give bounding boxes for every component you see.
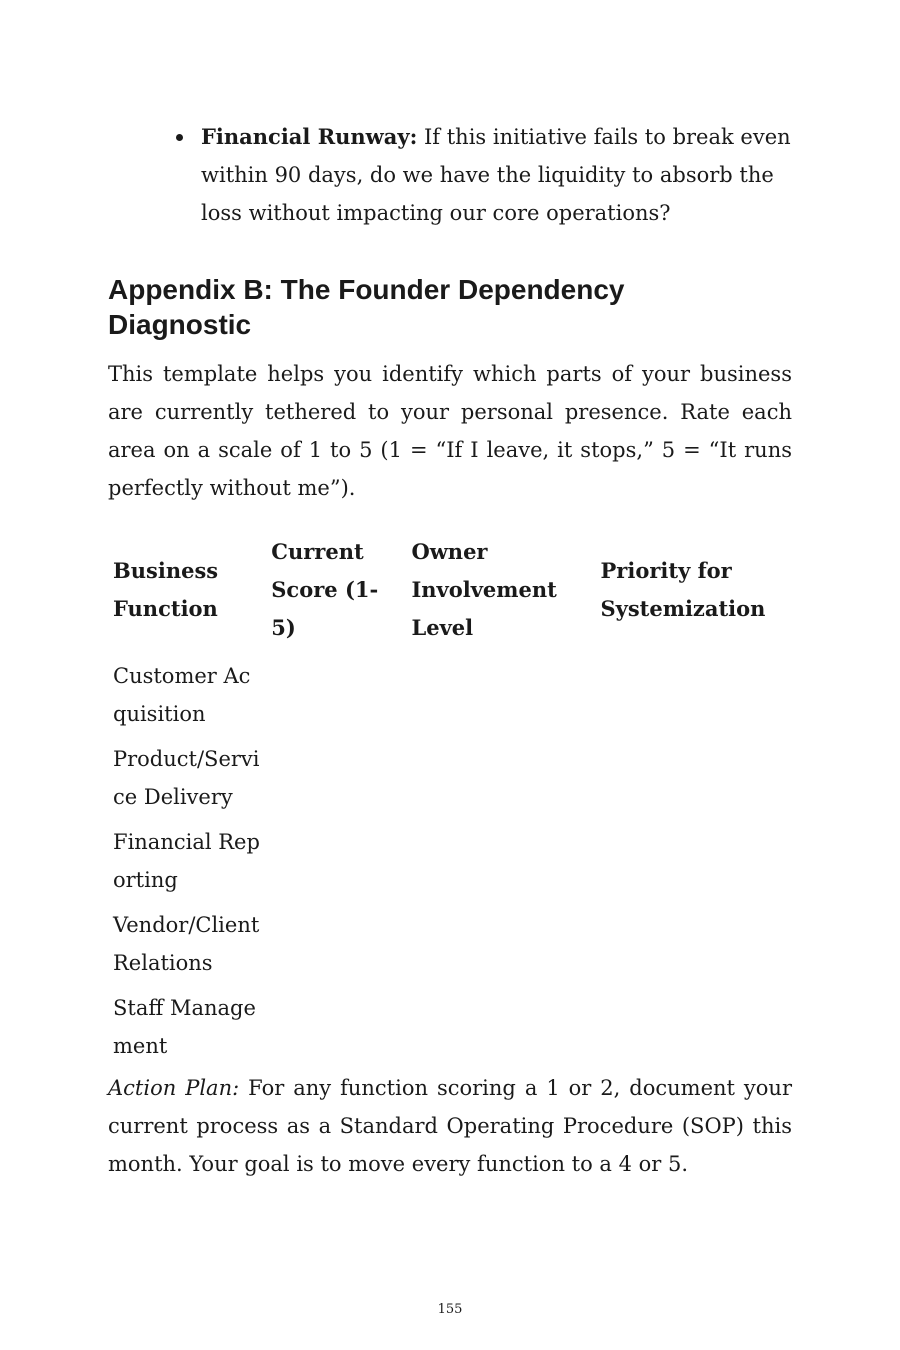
cell-priority [595,903,792,986]
table-header-row [108,533,792,654]
cell-involvement [406,986,595,1069]
header-priority: Priority for Systemization [600,558,766,621]
cell-function: Staff Management [113,996,256,1058]
table-row [108,820,792,903]
cell-score [266,820,406,903]
bullet-dot-icon [176,134,183,141]
cell-score [266,654,406,737]
diagnostic-table [108,533,792,1069]
cell-involvement [406,820,595,903]
cell-priority [595,654,792,737]
header-owner-involvement: Owner Involvement Level [411,539,557,640]
cell-involvement [406,654,595,737]
section-heading: Appendix B: The Founder Dependency Diagnostic [108,274,625,340]
cell-function: Customer Acquisition [113,664,251,726]
cell-score [266,737,406,820]
cell-involvement [406,737,595,820]
table-row [108,903,792,986]
cell-function: Vendor/Client Relations [113,913,260,975]
action-plan-lead: Action Plan: [108,1076,240,1100]
cell-priority [595,820,792,903]
cell-function: Product/Service Delivery [113,747,260,809]
page-number: 155 [437,1302,463,1317]
action-plan-text: For any function scoring a 1 or 2, document your current process as a Standard Operating Procedure (SOP) this month. Your goal is to move every function to a 4 or 5. [108,1076,792,1176]
action-plan-paragraph [108,1069,792,1183]
table-row [108,654,792,737]
intro-paragraph: This template helps you identify which parts of your business are currently tethered to your personal presence. Rate each area on a scale of 1 to 5 (1 = “If I leave, it stops,” 5 = “It runs perfectly without me”). [108,362,792,500]
header-current-score: Current Score (1-5) [271,539,379,640]
bullet-list [108,118,792,232]
bullet-item-financial-runway [201,118,791,232]
header-business-function: Business Function [113,558,219,621]
bullet-text: If this initiative fails to break even within 90 days, do we have the liquidity to absorb the loss without impacting our core operations? [201,125,791,225]
cell-score [266,903,406,986]
cell-score [266,986,406,1069]
table-row [108,986,792,1069]
cell-priority [595,986,792,1069]
cell-function: Financial Reporting [113,830,260,892]
cell-involvement [406,903,595,986]
cell-priority [595,737,792,820]
bullet-lead: Financial Runway: [201,124,418,149]
table-row [108,737,792,820]
page-content [108,118,792,1183]
